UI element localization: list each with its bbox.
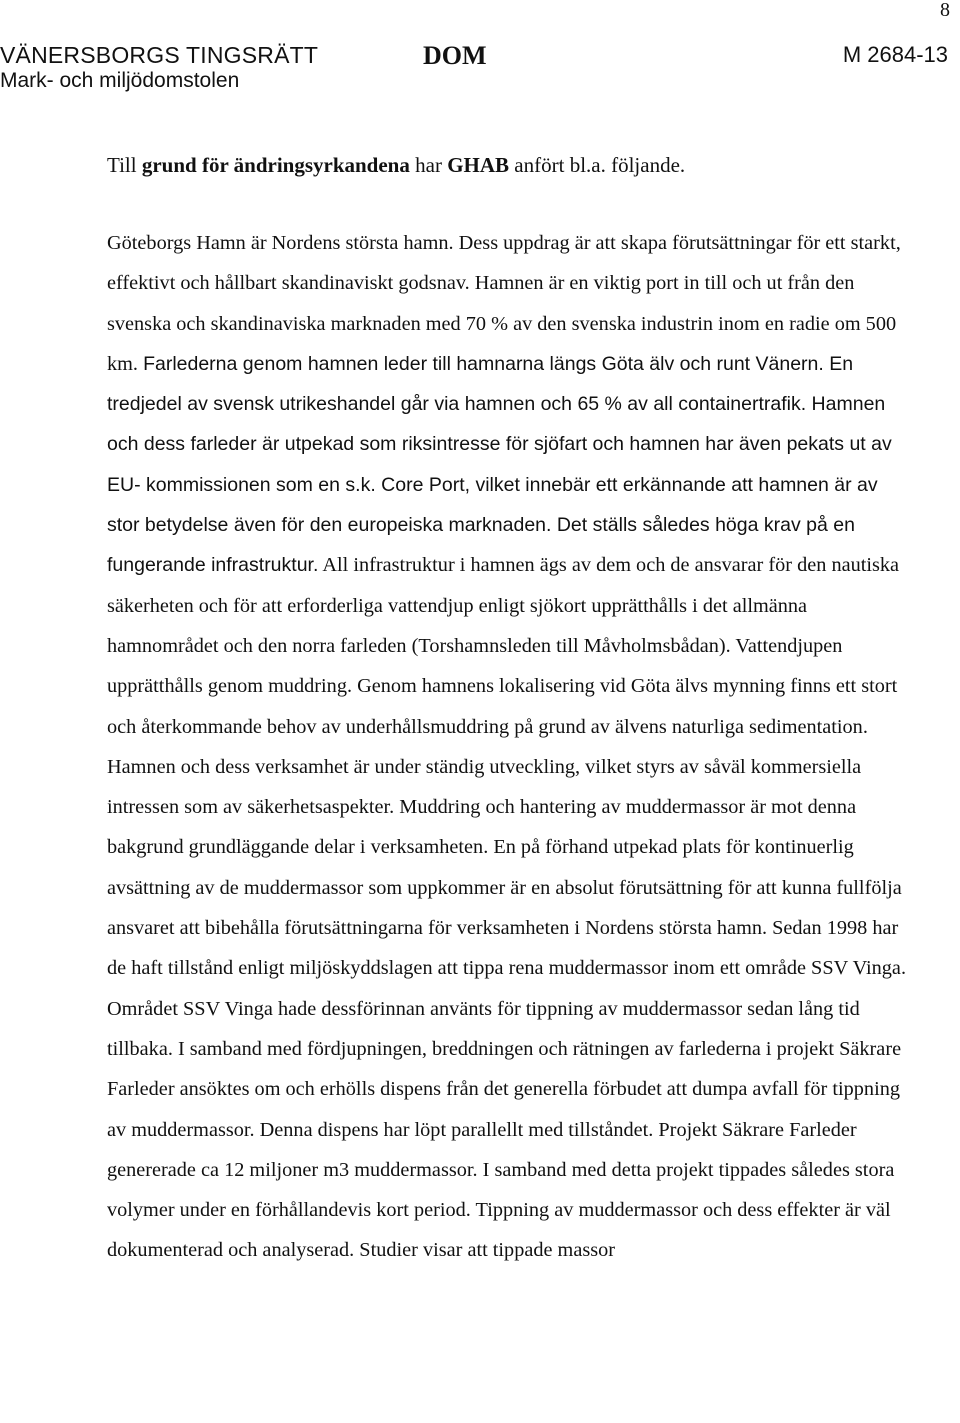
case-number: M 2684-13 [842,42,948,67]
page-number: 8 [940,0,950,21]
intro-bold-2: GHAB [447,153,510,177]
intro-paragraph [107,145,907,185]
intro-bold-1: grund för ändringsyrkandena [141,153,410,177]
intro-text-3: anfört bl.a. följande. [509,153,686,177]
court-name: VÄNERSBORGS TINGSRÄTT [0,42,319,68]
paragraph-segment-3: All infrastruktur i hamnen ägs av dem och de ansvarar för den nautiska säkerheten och för att erforderliga vattendjup enligt sjökort upprätthålls i det allmänna hamnområdet och den norra farleden (Torshamnsleden till Måvholmsbådan). Vattendjupen upprätthålls genom muddring. Genom hamnens lokalisering vid Göta älvs mynning finns ett stort och återkommande behov av underhållsmuddring på grund av älvens naturliga sedimentation. Hamnen och dess verksamhet är under ständig utveckling, vilket styrs av såväl kommersiella intressen som av säkerhetsaspekter. Muddring och hantering av muddermassor är mot denna bakgrund grundläggande delar i verksamheten. En på förhand utpekad plats för kontinuerlig avsättning av de muddermassor som uppkommer är en absolut förutsättning för att kunna fullfölja ansvaret att bibehålla förutsättningarna för verksamheten i Nordens största hamn. Sedan 1998 har de haft tillstånd enligt miljöskyddslagen att tippa rena muddermassor inom ett område SSV Vinga. Området SSV Vinga hade dessförinnan använts för tippning av muddermassor sedan lång tid tillbaka. I samband med fördjupningen, breddningen och rätningen av farlederna i projekt Säkrare Farleder ansöktes om och erhölls dispens från det generella förbudet att dumpa avfall för tippning av muddermassor. Denna dispens har löpt parallellt med tillståndet. Projekt Säkrare Farleder genererade ca 12 miljoner m3 muddermassor. I samband med detta projekt tippades således stora volymer under en förhållandevis kort period. Tippning av muddermassor och dess effekter är väl dokumenterad och analyserad. Studier visar att tippade massor [107,554,907,1262]
court-subname: Mark- och miljödomstolen [0,69,240,92]
document-header [0,40,960,100]
paragraph-segment-2: Farlederna genom hamnen leder till hamnarna längs Göta älv och runt Vänern. En tredjedel av svensk utrikeshandel går via hamnen och 65 % av all containertrafik. Hamnen och dess farleder är utpekad som riksintresse för sjöfart och hamnen har även pekats ut av EU- kommissionen som en s.k. Core Port, vilket innebär ett erkännande att hamnen är av stor betydelse även för den europeiska marknaden. Det ställs således höga krav på en fungerande infrastruktur. [107,352,892,577]
intro-text-2: har [409,153,448,177]
main-paragraph [107,223,907,1271]
document-body [107,145,907,1271]
intro-text-1: Till [107,153,142,177]
document-type: DOM [423,41,487,70]
paragraph-segment-1: Göteborgs Hamn är Nordens största hamn. Dess uppdrag är att skapa förutsättningar för ett starkt, effektivt och hållbart skandinaviskt godsnav. Hamnen är en viktig port in till och ut från den svenska och skandinaviska marknaden med 70 % av den svenska industrin inom en radie om 500 km. [107,232,901,375]
